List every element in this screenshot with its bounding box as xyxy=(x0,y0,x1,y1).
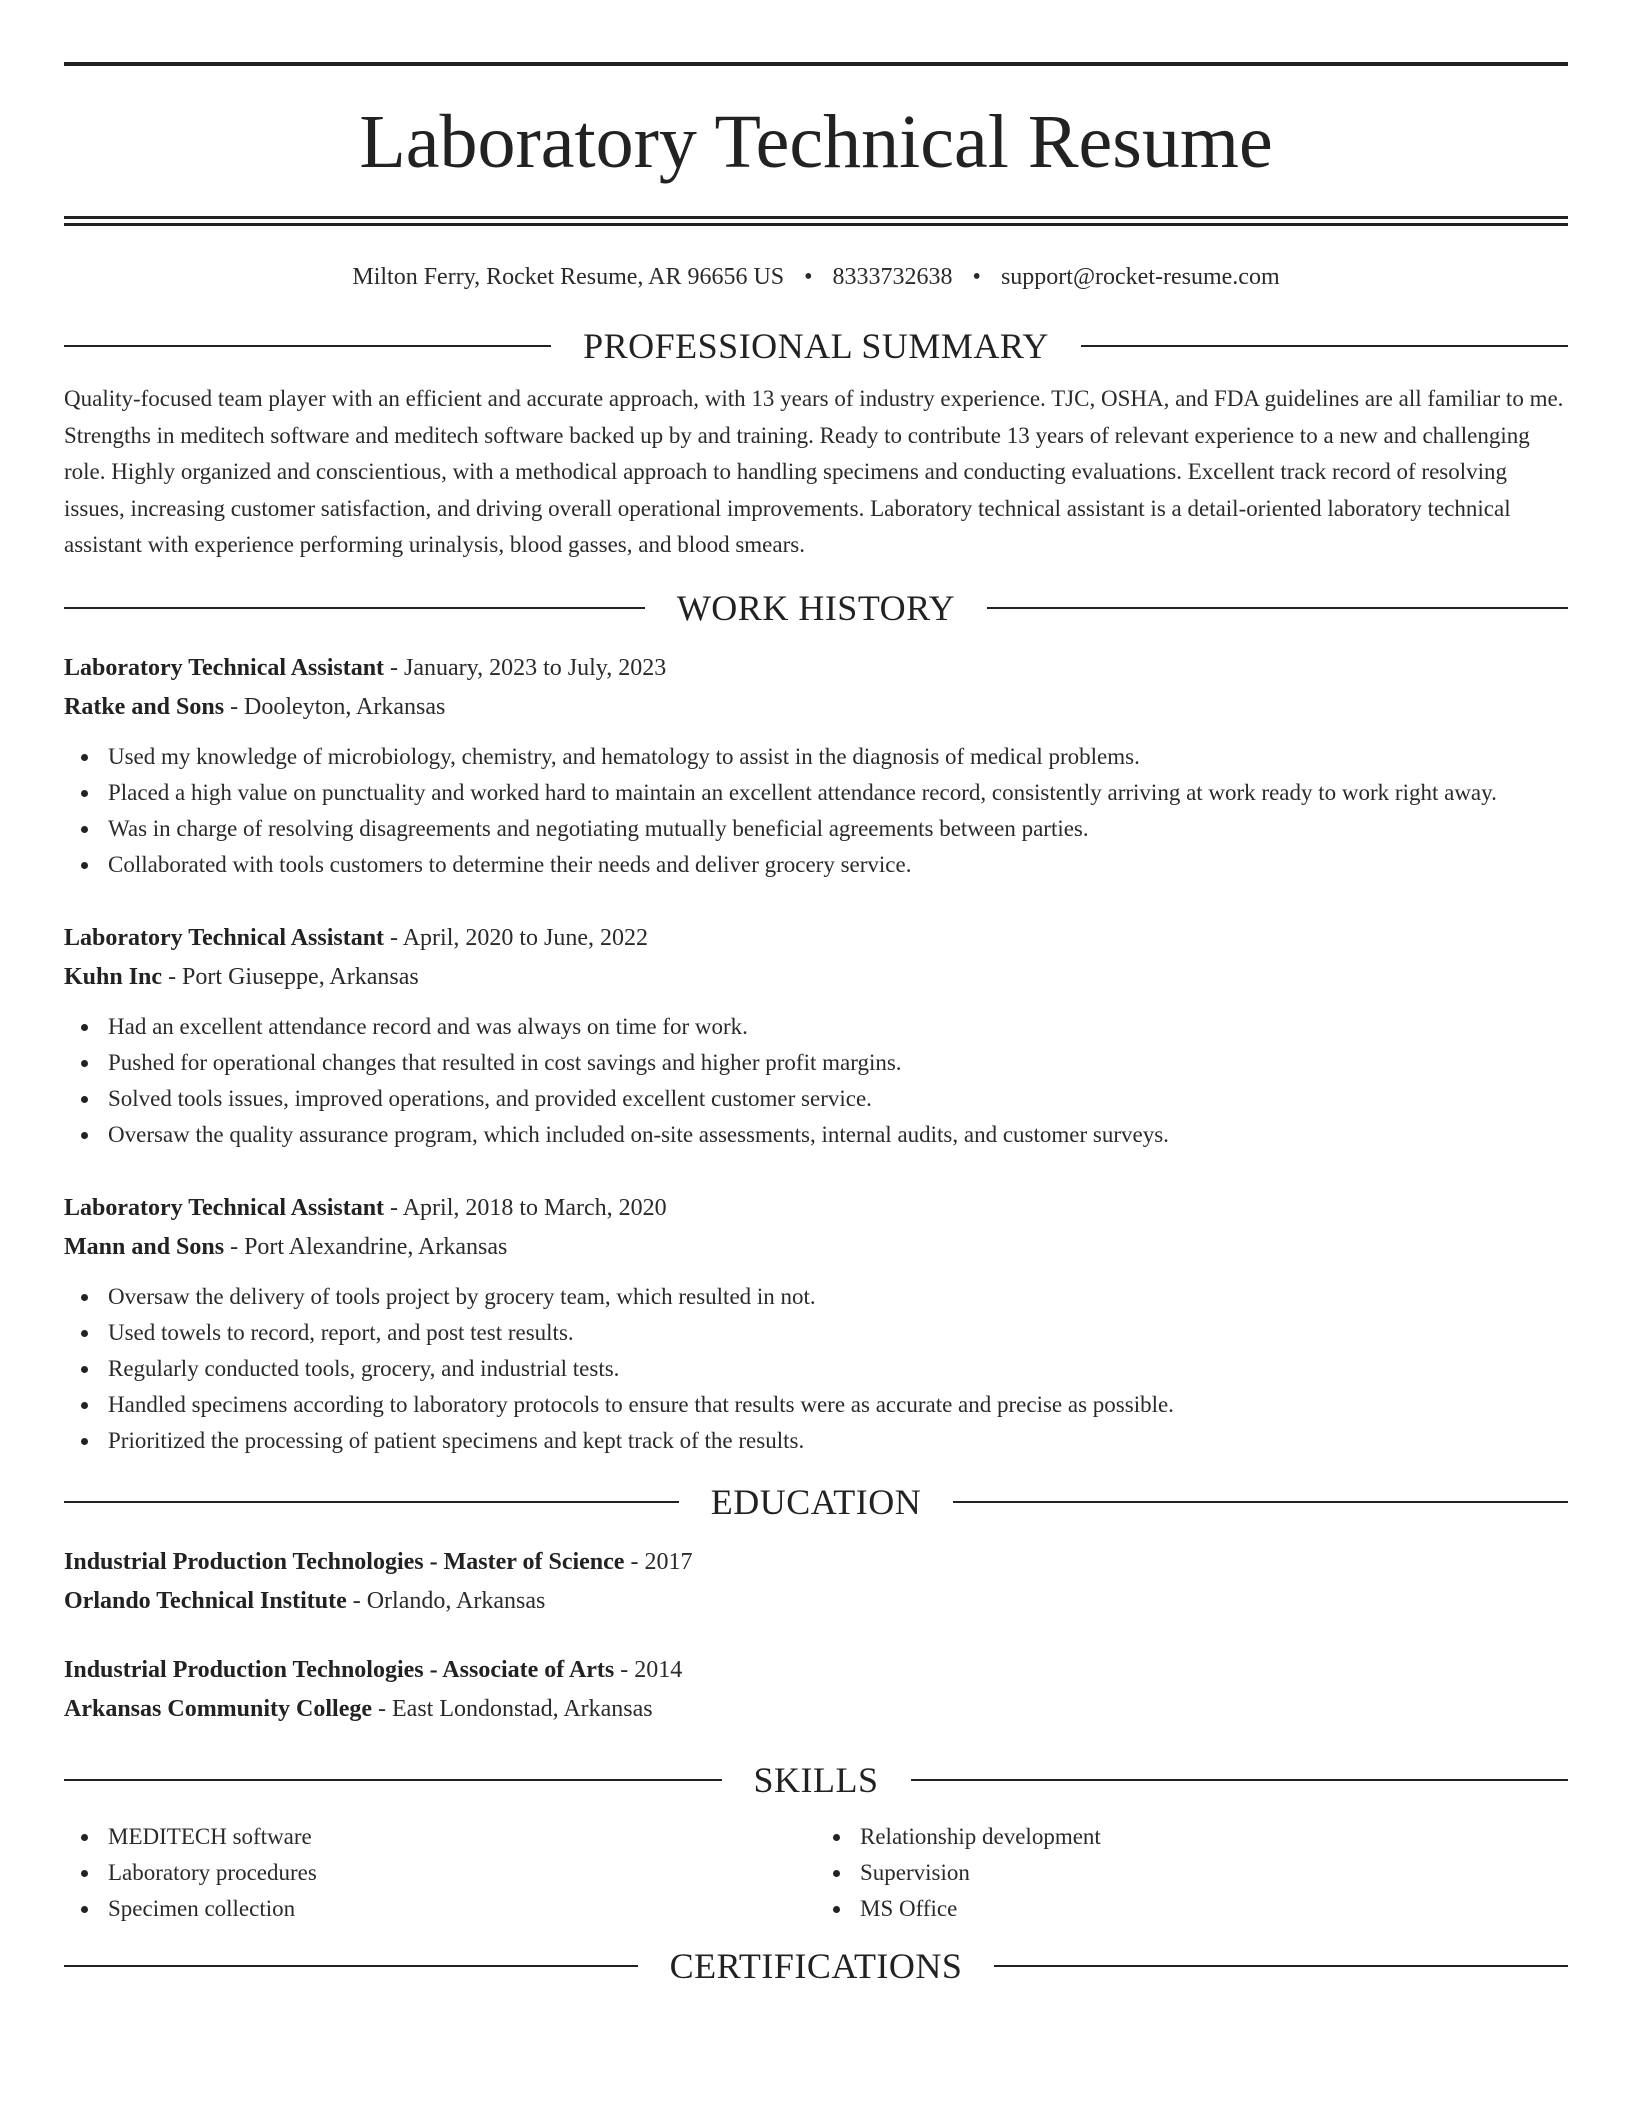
heading-rule xyxy=(1081,345,1568,347)
list-item: Collaborated with tools customers to determine their needs and deliver grocery service. xyxy=(108,847,1568,883)
job-bullets xyxy=(64,739,1568,883)
title-double-rule xyxy=(64,216,1568,226)
job-title-line xyxy=(64,1189,1568,1228)
list-item: Used towels to record, report, and post test results. xyxy=(108,1315,1568,1351)
section-title: EDUCATION xyxy=(710,1481,922,1522)
section-heading-skills xyxy=(64,1759,1568,1801)
school-line xyxy=(64,1582,1568,1621)
heading-rule xyxy=(911,1779,1569,1781)
job-company: Mann and Sons xyxy=(64,1233,225,1260)
job-location: - Dooleyton, Arkansas xyxy=(224,693,446,720)
job-title-line xyxy=(64,919,1568,958)
heading-rule xyxy=(64,1501,679,1503)
school: Orlando Technical Institute xyxy=(64,1587,347,1614)
skill-item: Relationship development xyxy=(860,1819,1568,1855)
list-item: Was in charge of resolving disagreements and negotiating mutually beneficial agreements between parties. xyxy=(108,811,1568,847)
section-heading-certifications xyxy=(64,1945,1568,1987)
section-title: SKILLS xyxy=(753,1759,879,1800)
job-bullets xyxy=(64,1279,1568,1459)
list-item: Handled specimens according to laboratory protocols to ensure that results were as accurate and precise as possible. xyxy=(108,1387,1568,1423)
section-heading-education xyxy=(64,1481,1568,1523)
section-title: PROFESSIONAL SUMMARY xyxy=(583,326,1049,366)
job-entry xyxy=(64,1189,1568,1459)
job-company-line xyxy=(64,958,1568,997)
list-item: Oversaw the quality assurance program, which included on-site assessments, internal audits, and customer surveys. xyxy=(108,1117,1568,1153)
skill-item: MS Office xyxy=(860,1891,1568,1927)
section-heading-work xyxy=(64,587,1568,629)
resume-title: Laboratory Technical Resume xyxy=(359,100,1273,184)
contact-address: Milton Ferry, Rocket Resume, AR 96656 US xyxy=(352,264,785,290)
top-rule xyxy=(64,62,1568,66)
education-entry xyxy=(64,1543,1568,1621)
job-dates: - April, 2020 to June, 2022 xyxy=(384,924,649,951)
heading-rule xyxy=(64,1965,638,1967)
skills-grid xyxy=(64,1819,1568,1927)
school-location: - Orlando, Arkansas xyxy=(346,1587,546,1614)
section-title: WORK HISTORY xyxy=(676,587,956,628)
list-item: Pushed for operational changes that resulted in cost savings and higher profit margins. xyxy=(108,1045,1568,1081)
job-title: Laboratory Technical Assistant xyxy=(64,924,385,951)
list-item: Prioritized the processing of patient specimens and kept track of the results. xyxy=(108,1423,1568,1459)
job-title-line xyxy=(64,649,1568,688)
job-dates: - April, 2018 to March, 2020 xyxy=(384,1194,667,1221)
degree-line xyxy=(64,1543,1568,1582)
contact-separator: • xyxy=(972,264,981,290)
heading-rule xyxy=(953,1501,1568,1503)
heading-rule xyxy=(987,607,1568,609)
job-entry xyxy=(64,919,1568,1153)
section-heading-summary xyxy=(64,325,1568,367)
summary-text: Quality-focused team player with an efficient and accurate approach, with 13 years of industry experience. TJC, OSHA, and FDA guidelines are all familiar to me. Strengths in meditech software and meditech software backed up by and training. Ready to contribute 13 years of relevant experience to a new and challenging role. Highly organized and conscientious, with a methodical approach to handling specimens and conducting evaluations. Excellent track record of resolving issues, increasing customer satisfaction, and driving overall operational improvements. Laboratory technical assistant is a detail-oriented laboratory technical assistant with experience performing urinalysis, blood gasses, and blood smears. xyxy=(64,386,1564,557)
degree-year: - 2014 xyxy=(614,1656,683,1683)
contact-line xyxy=(64,264,1568,291)
list-item: Oversaw the delivery of tools project by grocery team, which resulted in not. xyxy=(108,1279,1568,1315)
degree: Industrial Production Technologies - Associate of Arts xyxy=(64,1656,615,1683)
degree: Industrial Production Technologies - Master of Science xyxy=(64,1548,625,1575)
school-line xyxy=(64,1690,1568,1729)
job-location: - Port Giuseppe, Arkansas xyxy=(162,963,419,990)
degree-year: - 2017 xyxy=(624,1548,693,1575)
job-company: Ratke and Sons xyxy=(64,693,225,720)
list-item: Placed a high value on punctuality and worked hard to maintain an excellent attendance record, consistently arriving at work ready to work right away. xyxy=(108,775,1568,811)
job-title: Laboratory Technical Assistant xyxy=(64,1194,385,1221)
job-company: Kuhn Inc xyxy=(64,963,163,990)
heading-rule xyxy=(994,1965,1568,1967)
education-entry xyxy=(64,1651,1568,1729)
list-item: Regularly conducted tools, grocery, and industrial tests. xyxy=(108,1351,1568,1387)
contact-email: support@rocket-resume.com xyxy=(1000,264,1280,290)
job-bullets xyxy=(64,1009,1568,1153)
school: Arkansas Community College xyxy=(64,1695,373,1722)
heading-rule xyxy=(64,345,551,347)
skill-item: Laboratory procedures xyxy=(108,1855,816,1891)
job-location: - Port Alexandrine, Arkansas xyxy=(224,1233,508,1260)
job-title: Laboratory Technical Assistant xyxy=(64,654,385,681)
job-entry xyxy=(64,649,1568,883)
work-history-list xyxy=(64,649,1568,1459)
job-dates: - January, 2023 to July, 2023 xyxy=(384,654,667,681)
contact-phone: 8333732638 xyxy=(832,264,953,290)
skill-item: Supervision xyxy=(860,1855,1568,1891)
section-title: CERTIFICATIONS xyxy=(669,1945,963,1986)
job-company-line xyxy=(64,688,1568,727)
degree-line xyxy=(64,1651,1568,1690)
skills-column-left xyxy=(64,1819,816,1927)
heading-rule xyxy=(64,1779,722,1781)
school-location: - East Londonstad, Arkansas xyxy=(372,1695,653,1722)
heading-rule xyxy=(64,607,645,609)
skills-column-right xyxy=(816,1819,1568,1927)
education-list xyxy=(64,1543,1568,1729)
list-item: Used my knowledge of microbiology, chemistry, and hematology to assist in the diagnosis of medical problems. xyxy=(108,739,1568,775)
skill-item: MEDITECH software xyxy=(108,1819,816,1855)
job-company-line xyxy=(64,1228,1568,1267)
list-item: Solved tools issues, improved operations, and provided excellent customer service. xyxy=(108,1081,1568,1117)
skill-item: Specimen collection xyxy=(108,1891,816,1927)
list-item: Had an excellent attendance record and was always on time for work. xyxy=(108,1009,1568,1045)
contact-separator: • xyxy=(804,264,813,290)
